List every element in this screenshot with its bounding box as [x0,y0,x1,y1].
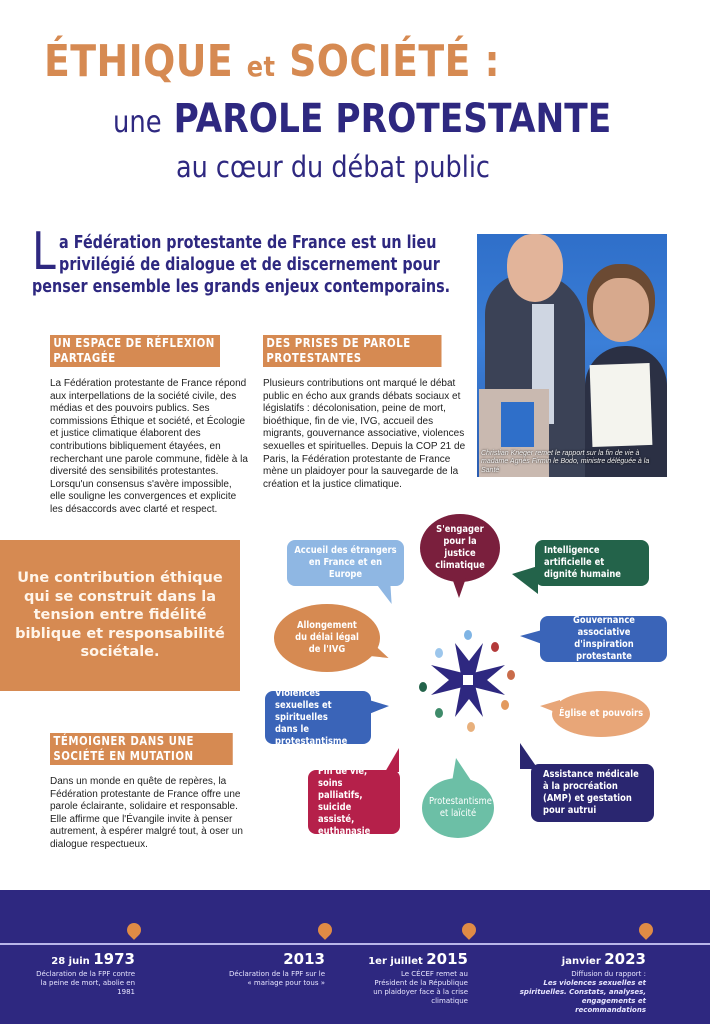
photo-man-head [507,234,563,302]
photo-foundation-logo [501,402,534,447]
title-societe: SOCIÉTÉ : [289,36,501,87]
bubble-tail [540,700,560,714]
bubble-tail [512,566,538,594]
timeline-year: 2023 [604,950,646,968]
section-heading-prises-de-parole [263,335,473,367]
section-body-prises-de-parole: Plusieurs contributions ont marqué le débat public en écho aux grands débats sociaux et législatifs : décolonisation, peine de mort, bioéthique, fin de vie, IVG, accueil des migrants, gouvernance associative, violences sexuelles et spirituelles. Depuis la COP 21 de Paris, la Fédération protestante de France mène un plaidoyer pour la sauvegarde de la création et la justice climatique. [263,378,466,490]
timeline-date [368,950,468,968]
timeline [0,890,710,1024]
intro-dropcap: L [32,222,56,282]
section-body-temoigner: Dans un monde en quête de repères, la Fédération protestante de France offre une parole éclairante, solidaire et responsable. Elle affirme que l'Évangile invite à penser autrement, à espérer malgré tout, à oser un dialogue respectueux. [50,776,243,850]
photo-report-document [590,363,653,447]
bubble-violences-sexuelles [265,687,371,747]
title-parole-protestante: PAROLE PROTESTANTE [173,96,612,142]
section-body-espace: La Fédération protestante de France répond aux interpellations de la société civile, des médias et des pouvoirs publics. Ses commissions Éthique et société, et Écologie et justice climatique élaborent des contributions bibliquement étayées, en recherchant une parole commune, fidèle à la diversité des sensibilités protestantes. Lorsqu'un consensus s'avère impossible, elle souligne les convergences et explicite les désaccords avec clarté et respect. [50,378,248,515]
fpf-cross-logo-icon [413,625,523,735]
timeline-description: Déclaration de la FPF contre la peine de mort, abolie en 1981 [36,970,135,996]
timeline-year: 2013 [283,950,325,968]
title-une: une [113,105,162,140]
title-ethique: ÉTHIQUE [44,36,234,87]
bubble-label: Violences sexuelles et spirituelles dans le protestantisme [275,687,348,747]
timeline-date [225,950,325,968]
timeline-event-1973 [34,950,135,997]
section-heading-espace [50,335,250,367]
intro-paragraph [32,222,475,298]
bubble-tail [520,743,538,769]
timeline-date [34,950,135,968]
section-heading-label: TÉMOIGNER DANS UNE SOCIÉTÉ EN MUTATION [50,733,233,765]
bubble-amp-gpa [531,764,654,822]
subtitle: au cœur du débat public [176,150,490,184]
bubble-allongement-ivg [274,604,380,672]
map-pin-icon [459,920,479,940]
bubble-tail [520,630,542,644]
quote-box [0,540,240,691]
bubble-tail [452,578,466,598]
timeline-report-title: Les violences sexuelles et spirituelles. Constats, analyses, engagements et recommandations [519,979,646,1014]
section-heading-temoigner [50,733,265,765]
bubble-tail [385,748,399,772]
map-pin-icon [636,920,656,940]
bubble-label: Gouvernance associative d'inspiration protestante [572,615,635,662]
map-pin-icon [315,920,335,940]
timeline-line [0,943,710,945]
bubble-intelligence-artificielle [535,540,649,586]
bubble-tail [452,758,472,782]
title-et: et [246,50,276,83]
bubble-label: Accueil des étrangers en France et en Europe [294,545,397,580]
photo-woman-head [593,278,649,342]
timeline-date [510,950,646,968]
section-heading-label: DES PRISES DE PAROLE PROTESTANTES [263,335,442,367]
timeline-year: 2015 [426,950,468,968]
bubble-tail [369,700,389,714]
map-pin-icon [124,920,144,940]
bubble-tail [376,584,397,604]
bubble-label: Intelligence artificielle et dignité humaine [544,545,621,580]
bubble-fin-de-vie [308,766,400,837]
timeline-description [510,970,646,1015]
timeline-description: Le CÉCEF remet au Président de la République un plaidoyer face à la crise climatique [373,970,468,1005]
bubble-label: S'engager pour la justice climatique [435,524,485,571]
timeline-description: Déclaration de la FPF sur le « mariage pour tous » [229,970,325,987]
bubble-accueil-etrangers [287,540,404,586]
title-line-2 [113,96,611,142]
timeline-date-prefix: 1er juillet [368,956,423,967]
timeline-event-2015 [368,950,468,1006]
bubble-label: Fin de vie, soins palliatifs, suicide assisté, euthanasie [318,766,371,837]
section-heading-label: UN ESPACE DE RÉFLEXION PARTAGÉE [50,335,220,367]
bubble-tail [364,640,392,663]
timeline-event-2013 [225,950,325,988]
timeline-description-intro: Diffusion du rapport : [571,970,646,978]
bubble-label: Assistance médicale à la procréation (AMP) et gestation pour autrui [543,769,639,816]
timeline-year: 1973 [93,950,135,968]
quote-text: Une contribution éthique qui se construit dans la tension entre fidélité biblique et responsabilité sociétale. [15,570,225,661]
bubble-label: Protestantisme et laïcité [428,796,492,819]
bubble-justice-climatique [420,514,500,582]
timeline-event-2023 [510,950,646,1015]
bubble-label: Allongement du délai légal de l'IVG [295,620,359,655]
intro-text: a Fédération protestante de France est un lieu privilégié de dialogue et de discernement pour penser ensemble les grands enjeux contemporains. [32,233,451,297]
bubble-gouvernance-associative [540,616,667,662]
bubble-eglise-pouvoirs [552,691,650,737]
bubble-label: Église et pouvoirs [558,708,644,719]
timeline-date-prefix: 28 juin [51,956,90,967]
timeline-date-prefix: janvier [561,956,601,967]
photo [477,234,667,477]
title-line-1 [44,36,500,87]
bubble-protestantisme-laicite [422,778,494,838]
photo-caption: Christian Krieger remet le rapport sur la fin de vie à madame Agnès Firmin le Bodo, ministre déléguée à la Santé [481,449,650,474]
